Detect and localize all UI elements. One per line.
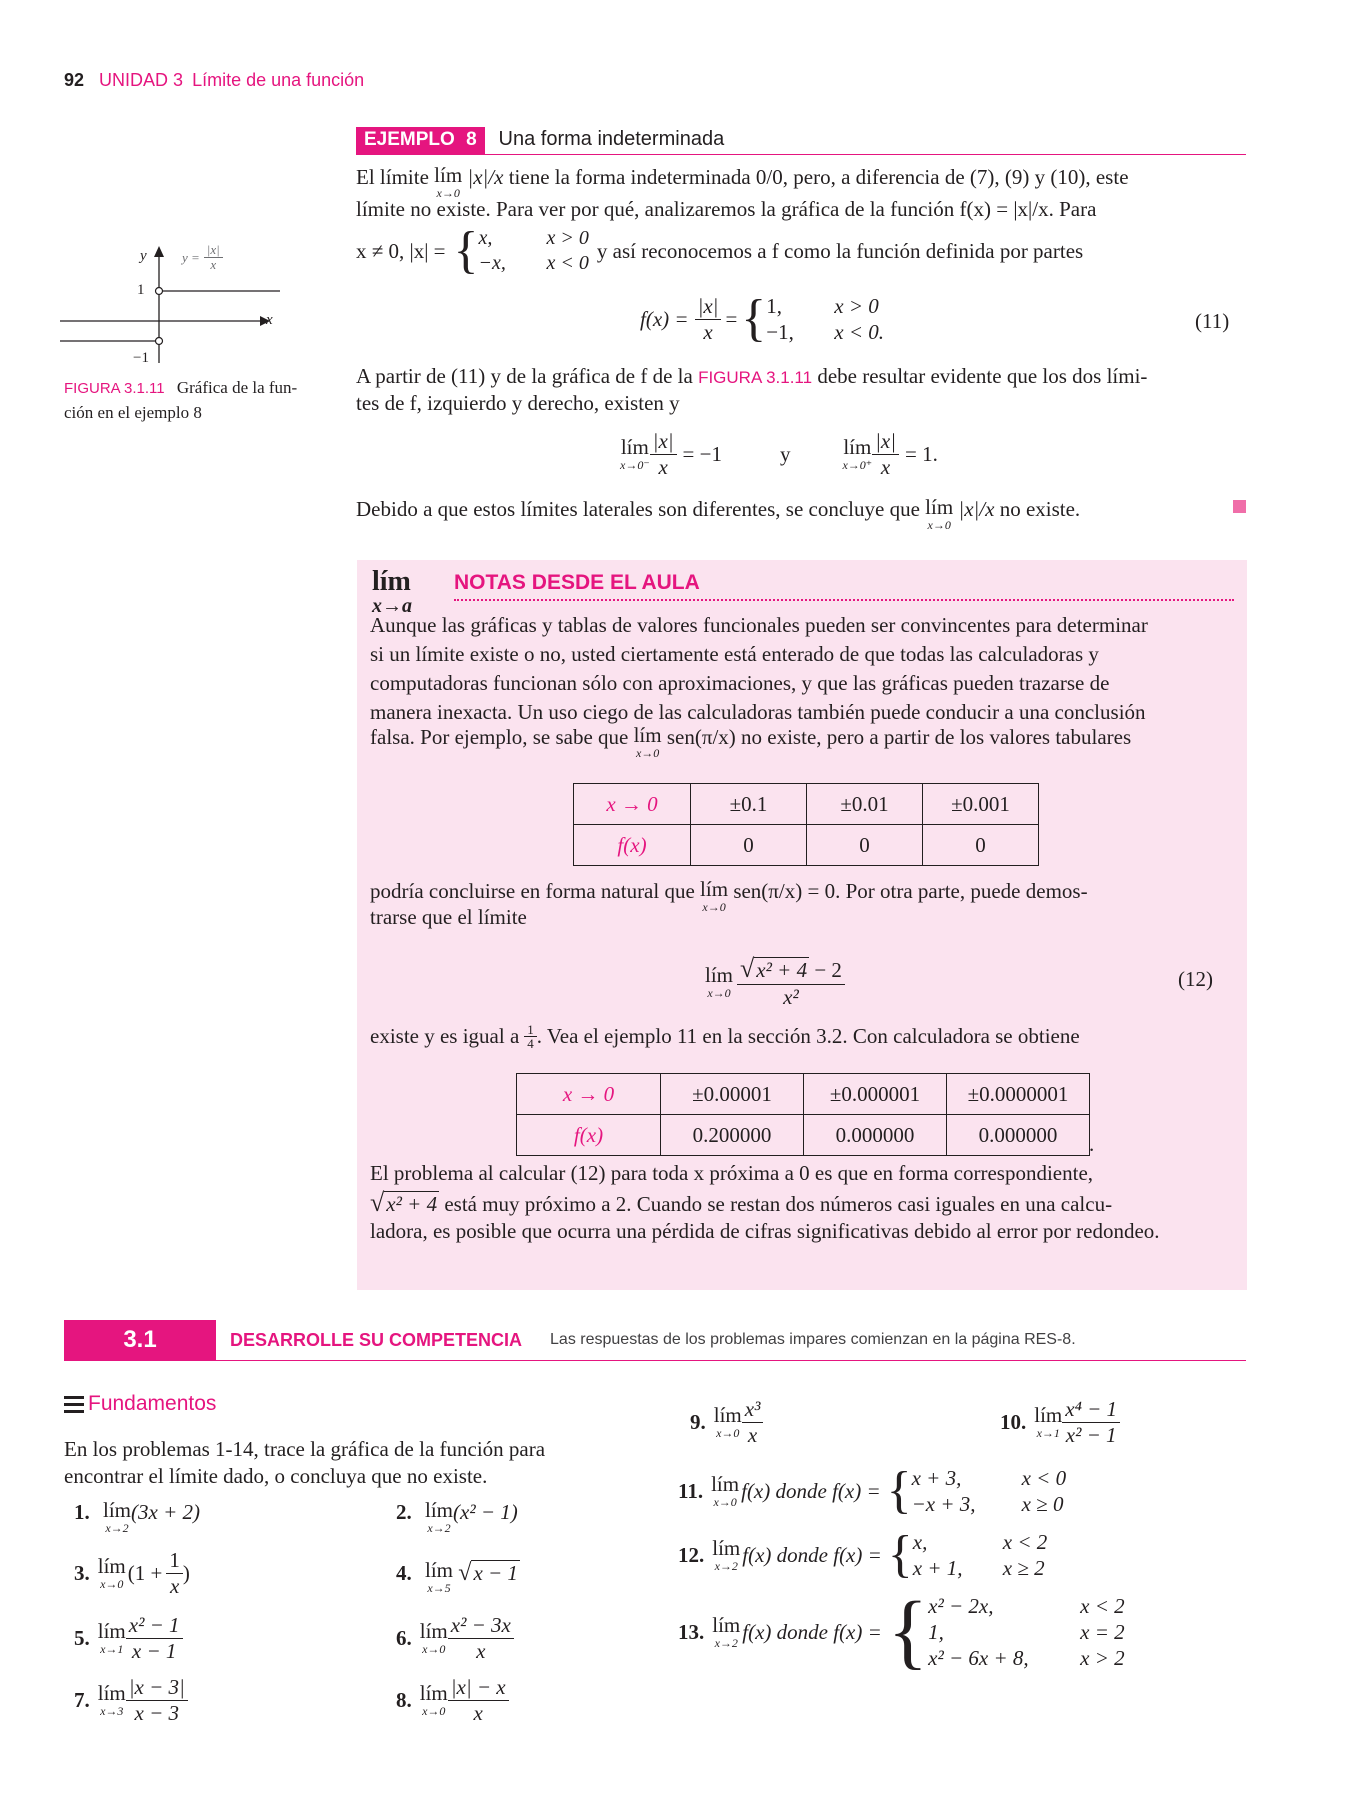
problem-9: 9. lím x→0 $\frac{\text{x³}}{x}$ bbox=[690, 1394, 763, 1450]
abs-cases: x, x > 0 −x, x < 0 bbox=[478, 227, 589, 274]
example-title: Una forma indeterminada bbox=[498, 128, 725, 150]
graph-tick-minus-1: −1 bbox=[133, 350, 149, 366]
section-number: 3.1 bbox=[64, 1320, 216, 1360]
page-header bbox=[64, 70, 364, 91]
page-number: 92 bbox=[64, 70, 85, 90]
subsection-heading: Fundamentos bbox=[64, 1392, 216, 1416]
problem-1: 1. lím x→2 (3x + 2) bbox=[74, 1498, 200, 1535]
notes-line-9: El problema al calcular (12) para toda x próxima a 0 es que en forma correspondiente, bbox=[370, 1161, 1094, 1185]
abs-over-x-fraction: $\frac{|x|}{x}$ bbox=[695, 294, 722, 343]
problem-6: 6. lím x→0 $\frac{\text{x² − 3x}}{x}$ bbox=[396, 1612, 514, 1664]
notes-paragraph-1: Aunque las gráficas y tablas de valores funcionales pueden ser convincentes para determinar si un límite existe o no, usted ciertamente está enterado de que todas las calculadoras y computadoras funcionan sólo con aproximaciones, y que las gráficas pueden trazarse de manera inexacta. Un uso ciego de las calculadoras también puede conducir a una conclusión bbox=[370, 613, 1148, 724]
one-sided-limits: lím x→0⁻ $\frac{|x|}{x}$ = −1 y lím x→0⁺ $\frac{|x|}{x}$ = 1. bbox=[620, 429, 938, 479]
unit-title: Límite de una función bbox=[192, 70, 365, 90]
notes-line-10: √x² + 4 está muy próximo a 2. Cuando se restan dos números casi iguales en una calcu- bbox=[370, 1188, 1113, 1217]
equation-12: lím x→0 $\frac{\text{√x² + 4 − 2}}{\text{x²}}$ bbox=[705, 950, 845, 1014]
table-2-period: . bbox=[1089, 1132, 1095, 1156]
values-table-2 bbox=[516, 1073, 1090, 1156]
notes-line-7: trarse que el límite bbox=[370, 905, 527, 929]
problem-3: 3. lím x→0 (1 + $\frac{1}{x}$ ) bbox=[74, 1548, 190, 1598]
figure-caption: FIGURA 3.1.11 Gráfica de la fun- ción en el ejemplo 8 bbox=[64, 378, 298, 422]
figure-graph bbox=[60, 238, 300, 368]
notes-line-8: existe y es igual a $\frac{1}{4}$ . Vea el ejemplo 11 en la sección 3.2. Con calculadora se obtiene bbox=[370, 1022, 1080, 1051]
section-title: DESARROLLE SU COMPETENCIA bbox=[230, 1329, 523, 1350]
problem-4: 4. lím x→5 √x − 1 bbox=[396, 1558, 518, 1595]
problem-8: 8. lím x→0 $\frac{|x| - x}{x}$ bbox=[396, 1674, 509, 1726]
example-line-4: A partir de (11) y de la gráfica de f de la FIGURA 3.1.11 debe resultar evidente que los dos lími- bbox=[356, 364, 1148, 388]
right-limit: lím x→0⁺ bbox=[842, 435, 873, 472]
graph-function-label: y = $\frac{|x|}{x}$ bbox=[182, 243, 223, 273]
example-badge: EJEMPLO 8 bbox=[356, 127, 485, 154]
problem-11: 11. lím x→0 f(x) donde f(x) = { x + 3, x < 0 −x + 3, x ≥ 0 bbox=[678, 1462, 1067, 1519]
left-brace: { bbox=[741, 290, 767, 347]
example-line-5: tes de f, izquierdo y derecho, existen y bbox=[356, 391, 680, 415]
notes-title: NOTAS DESDE EL AULA bbox=[454, 571, 700, 594]
menu-lines-icon bbox=[64, 1396, 84, 1413]
end-of-example-square-icon bbox=[1233, 500, 1246, 513]
graph-x-label: x bbox=[266, 312, 273, 328]
section-bar bbox=[64, 1320, 1246, 1361]
graph-y-label: y bbox=[140, 248, 147, 264]
table-row: x → 0 ±0.1 ±0.01 ±0.001 bbox=[574, 784, 1039, 825]
notes-line-5: falsa. Por ejemplo, se sabe que lím x→0 sen(π/x) no existe, pero a partir de los valores tabulares bbox=[370, 723, 1132, 760]
unit-label: UNIDAD 3 bbox=[99, 70, 184, 90]
example-heading bbox=[356, 127, 1246, 155]
problem-7: 7. lím x→3 $\frac{|x - 3|}{x - 3}$ bbox=[74, 1674, 188, 1726]
table-row: f(x) 0 0 0 bbox=[574, 825, 1039, 866]
figure-reference: FIGURA 3.1.11 bbox=[698, 368, 813, 387]
left-brace: { bbox=[453, 222, 479, 279]
equation-12-label: (12) bbox=[1178, 967, 1213, 991]
problem-2: 2. lím x→2 (x² − 1) bbox=[396, 1498, 518, 1535]
equation-11: f(x) = $\frac{|x|}{x}$ = { 1, x > 0 −1, x < 0. bbox=[640, 290, 884, 347]
left-limit: lím x→0⁻ bbox=[620, 435, 650, 472]
example-line-2: límite no existe. Para ver por qué, analizaremos la gráfica de la función f(x) = |x|/x. Para bbox=[356, 197, 1097, 221]
one-quarter-fraction: $\frac{1}{4}$ bbox=[524, 1023, 537, 1050]
problem-13: 13. lím x→2 f(x) donde f(x) = { x² − 2x, x < 2 1, x = 2 x² − 6x + 8, x > 2 bbox=[678, 1585, 1125, 1678]
notes-logo: lím x→a bbox=[372, 566, 412, 617]
f-cases: 1, x > 0 −1, x < 0. bbox=[766, 293, 884, 344]
notes-line-11: ladora, es posible que ocurra una pérdida de cifras significativas debido al error por redondeo. bbox=[370, 1219, 1160, 1243]
problem-12: 12. lím x→2 f(x) donde f(x) = { x, x < 2 x + 1, x ≥ 2 bbox=[678, 1526, 1048, 1583]
example-conclusion: Debido a que estos límites laterales son diferentes, se concluye que lím x→0 |x|/x no existe. bbox=[356, 495, 1081, 532]
problem-5: 5. lím x→1 $\frac{\text{x² − 1}}{x - 1}$ bbox=[74, 1612, 183, 1664]
notes-line-6: podría concluirse en forma natural que lím x→0 sen(π/x) = 0. Por otra parte, puede demos- bbox=[370, 877, 1088, 914]
table-row: x → 0 ±0.00001 ±0.000001 ±0.0000001 bbox=[517, 1074, 1090, 1115]
values-table-1 bbox=[573, 783, 1039, 866]
notes-title-rule bbox=[454, 599, 1234, 601]
limit-notation: lím x→0 bbox=[434, 163, 463, 200]
section-note: Las respuestas de los problemas impares comienzan en la página RES-8. bbox=[550, 1331, 1076, 1348]
graph-tick-1: 1 bbox=[137, 282, 145, 298]
equation-11-label: (11) bbox=[1195, 309, 1230, 333]
example-line-3: x ≠ 0, |x| = { x, x > 0 −x, x < 0 y así reconocemos a f como la función definida por partes bbox=[356, 222, 1084, 279]
problem-10: 10. lím x→1 $\frac{\text{x⁴ − 1}}{\text{x² − 1}}$ bbox=[1000, 1394, 1120, 1450]
example-line-1: El límite lím x→0 |x|/x tiene la forma indeterminada 0/0, pero, a diferencia de (7), (9) y (10), este bbox=[356, 163, 1129, 200]
table-row: f(x) 0.200000 0.000000 0.000000 bbox=[517, 1115, 1090, 1156]
problems-intro: En los problemas 1-14, trace la gráfica de la función para encontrar el límite dado, o concluya que no existe. bbox=[64, 1437, 546, 1488]
